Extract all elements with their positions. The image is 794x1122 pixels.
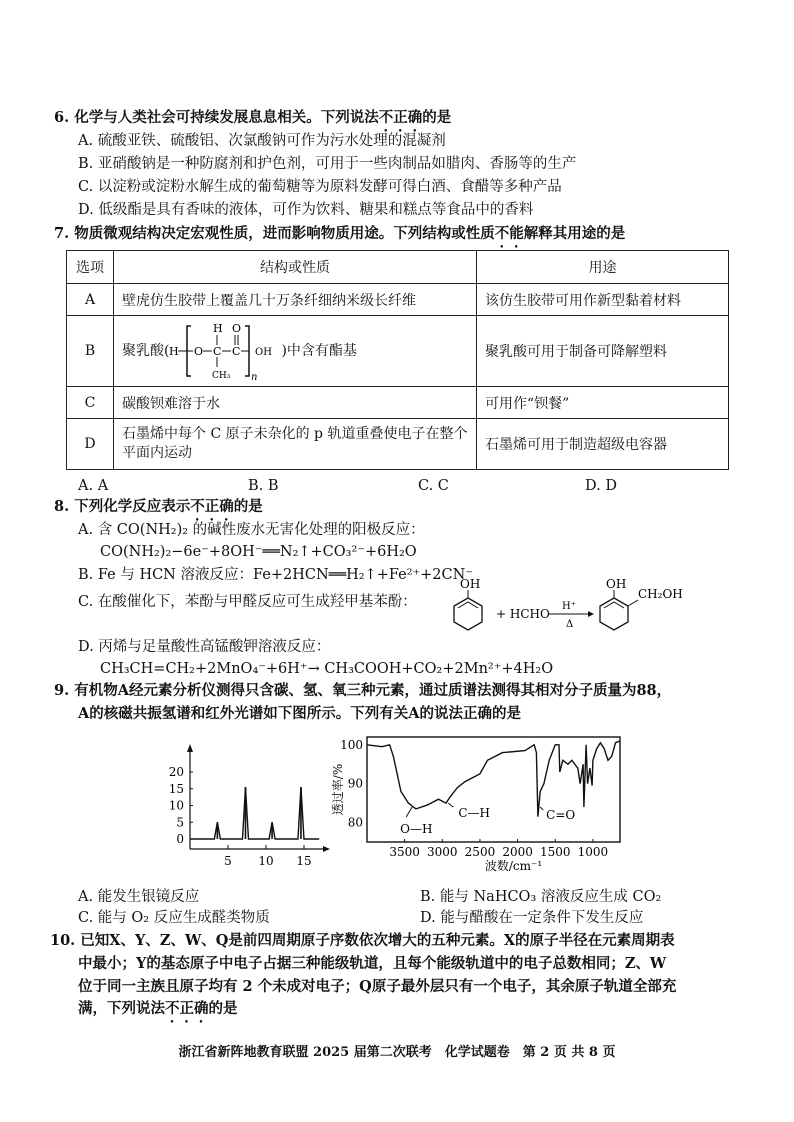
q8-option-d-equation: CH₃CH=CH₂+2MnO₄⁻+6H⁺→ CH₃COOH+CO₂+2Mn²⁺+4H₂O <box>100 661 554 677</box>
row-use: 该仿生胶带可用作新型黏着材料 <box>477 284 729 316</box>
q8-option-c: C. 在酸催化下，苯酚与甲醛反应可生成羟甲基苯酚： <box>78 594 417 610</box>
row-option: B <box>67 316 114 387</box>
q9-option-b: B. 能与 NaHCO₃ 溶液反应生成 CO₂ <box>420 889 662 905</box>
page-footer: 浙江省新阵地教育联盟 2025 届第二次联考 化学试题卷 第 2 页 共 8 页 <box>178 1045 616 1060</box>
question-9-line1: 9. 有机物A经元素分析仪测得只含碳、氢、氧三种元素，通过质谱法测得其相对分子质量为88， <box>54 682 672 699</box>
question-6-stem: 6. 化学与人类社会可持续发展息息相关。下列说法不正确的是 <box>54 109 452 126</box>
q8-reaction-diagram <box>448 578 698 634</box>
y-tick-label: 20 <box>168 765 184 779</box>
row-use: 可用作“钡餐” <box>477 387 729 419</box>
y-tick-label: 80 <box>347 815 363 830</box>
row-property: 石墨烯中每个 C 原子未杂化的 p 轨道重叠使电子在整个平面内运动 <box>114 419 477 470</box>
q8-option-a-equation: CO(NH₂)₂−6e⁻+8OH⁻══N₂↑+CO₃²⁻+6H₂O <box>100 544 417 560</box>
q9-option-a: A. 能发生银镜反应 <box>78 889 200 905</box>
annotation-leader <box>406 807 412 817</box>
row-use: 石墨烯可用于制造超级电容器 <box>477 419 729 470</box>
header-option: 选项 <box>67 251 114 284</box>
table-header-row <box>67 251 729 284</box>
formula-o: O <box>194 345 204 358</box>
formula-oh: OH <box>255 347 273 358</box>
formula-c1: C <box>213 345 222 358</box>
question-10-line4: 满，下列说法不正确的是 <box>78 1000 238 1017</box>
plus-hcho: + HCHO <box>496 607 550 621</box>
row-property: 碳酸钡难溶于水 <box>114 387 477 419</box>
property-suffix: )中含有酯基 <box>281 343 357 359</box>
x-tick-label: 2000 <box>502 845 533 859</box>
q7-answer-b: B. B <box>248 478 279 494</box>
q6-option-c: C. 以淀粉或淀粉水解生成的葡萄糖等为原料发酵可得白酒、食醋等多种产品 <box>78 179 562 195</box>
q7-table <box>66 250 729 470</box>
question-10-line2: 中最小；Y的基态原子中电子占据三种能级轨道，且每个能级轨道中的电子总数相同；Z、W <box>78 955 667 972</box>
x-tick-label: 3000 <box>427 845 458 859</box>
nmr-trace <box>190 787 319 839</box>
ir-trace <box>367 741 620 817</box>
header-use: 用途 <box>477 251 729 284</box>
row-option: C <box>67 387 114 419</box>
property-prefix: 聚乳酸( <box>122 343 170 359</box>
formula-top-o: O <box>232 322 242 335</box>
x-tick-label: 1500 <box>539 845 571 859</box>
phenol-ring-icon <box>454 598 482 630</box>
catalyst-label: H⁺ <box>562 601 576 612</box>
row-option: A <box>67 284 114 316</box>
annotation-leader <box>448 803 453 807</box>
y-tick-label: 5 <box>176 815 184 830</box>
q6-option-d: D. 低级酯是具有香味的液体，可作为饮料、糖果和糕点等食品中的香料 <box>78 202 534 218</box>
y-tick-label: 15 <box>168 781 184 796</box>
q8-option-b: B. Fe 与 HCN 溶液反应：Fe+2HCN══H₂↑+Fe²⁺+2CN⁻ <box>78 567 473 583</box>
q7-answer-c: C. C <box>418 478 449 494</box>
annotation-leader <box>540 807 543 810</box>
formula-ch3: CH₃ <box>212 371 231 381</box>
y-tick-label: 10 <box>168 798 184 813</box>
q7-answer-d: D. D <box>585 478 617 494</box>
formula-c2: C <box>232 345 241 358</box>
ir-spectrum-chart <box>320 730 630 875</box>
x-axis-label: 波数/cm⁻¹ <box>484 859 543 873</box>
formula-h: H <box>169 345 180 358</box>
annotation-label: C=O <box>546 808 576 822</box>
q9-option-d: D. 能与醋酸在一定条件下发生反应 <box>420 910 644 926</box>
x-tick-label: 1000 <box>577 845 609 859</box>
formula-n: n <box>251 372 258 383</box>
question-10-line1: 10. 已知X、Y、Z、W、Q是前四周期原子序数依次增大的五种元素。X的原子半径在元素周期表 <box>50 932 675 949</box>
polylactic-acid-formula <box>169 318 281 384</box>
question-10-line3: 位于同一主族且原子均有 2 个未成对电子；Q原子最外层只有一个电子，其余原子轨道全部充 <box>78 978 677 995</box>
y-axis-label: 透过率/% <box>331 763 345 816</box>
annotation-label: O—H <box>400 822 433 836</box>
annotation-label: C—H <box>458 806 490 821</box>
row-property: 壁虎仿生胶带上覆盖几十万条纤细纳米级长纤维 <box>114 284 477 316</box>
table-row <box>67 419 729 470</box>
x-tick-label: 10 <box>258 854 274 868</box>
row-option: D <box>67 419 114 470</box>
question-7-stem: 7. 物质微观结构决定宏观性质，进而影响物质用途。下列结构或性质不能解释其用途的是 <box>54 225 626 242</box>
y-tick-label: 0 <box>176 832 184 846</box>
table-row <box>67 387 729 419</box>
row-property <box>114 316 477 387</box>
heat-label: Δ <box>566 619 574 630</box>
nmr-spectrum-chart <box>160 740 340 870</box>
y-axis-arrow-icon <box>187 744 193 752</box>
y-tick-label: 90 <box>347 776 363 791</box>
x-tick-label: 3500 <box>389 845 420 859</box>
q8-option-d: D. 丙烯与足量酸性高锰酸钾溶液反应： <box>78 639 331 655</box>
q7-answer-a: A. A <box>78 478 109 494</box>
product-oh-label: OH <box>606 578 627 591</box>
q9-option-c: C. 能与 O₂ 反应生成醛类物质 <box>78 910 270 926</box>
header-property: 结构或性质 <box>114 251 477 284</box>
x-tick-label: 2500 <box>464 845 496 859</box>
question-8-stem: 8. 下列化学反应表示不正确的是 <box>54 498 263 515</box>
ch2oh-label: CH₂OH <box>638 587 683 601</box>
y-tick-label: 100 <box>340 737 363 752</box>
product-ring-icon <box>600 598 628 630</box>
x-tick-label: 5 <box>224 854 232 868</box>
q8-option-a: A. 含 CO(NH₂)₂ 的碱性废水无害化处理的阳极反应： <box>78 522 425 538</box>
q6-option-a: A. 硫酸亚铁、硫酸铝、次氯酸钠可作为污水处理的混凝剂 <box>78 133 446 149</box>
q6-option-b: B. 亚硝酸钠是一种防腐剂和护色剂，可用于一些肉制品如腊肉、香肠等的生产 <box>78 156 577 172</box>
question-9-line2: A的核磁共振氢谱和红外光谱如下图所示。下列有关A的说法正确的是 <box>78 705 521 722</box>
table-row <box>67 316 729 387</box>
formula-top-h: H <box>213 322 224 335</box>
table-row <box>67 284 729 316</box>
phenol-oh-label: OH <box>460 578 481 591</box>
x-tick-label: 15 <box>296 854 312 868</box>
row-use: 聚乳酸可用于制备可降解塑料 <box>477 316 729 387</box>
